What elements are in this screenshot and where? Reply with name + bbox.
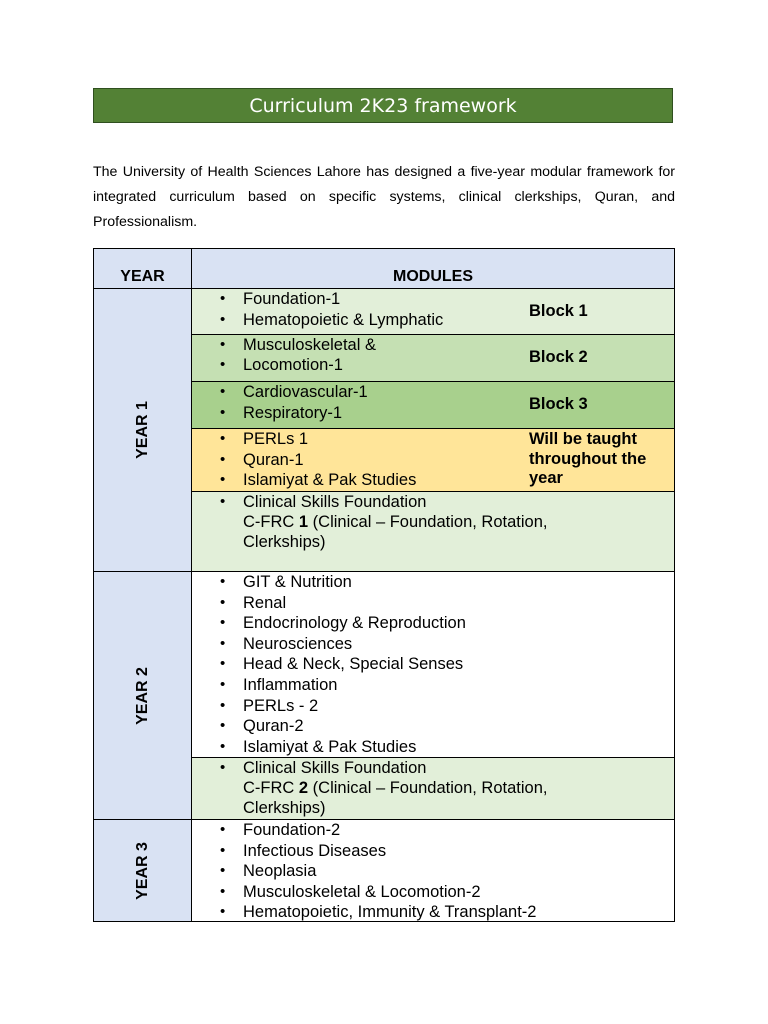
throughout-label-line: Will be taught xyxy=(529,430,638,448)
year-1-block-3-row xyxy=(192,382,674,429)
csf-suffix: (Clinical – Foundation, Rotation, xyxy=(308,513,548,531)
csf-number: 1 xyxy=(298,513,309,531)
intro-paragraph: The University of Health Sciences Lahore has designed a five-year modular framework for integrated curriculum based on specific systems, clinical clerkships, Quran, and Professionalism. xyxy=(93,164,675,230)
year-2-label: YEAR 2 xyxy=(133,666,151,725)
list-item: • Quran-1 xyxy=(220,450,416,471)
list-item: • Foundation-2 xyxy=(220,820,536,841)
list-item-continuation: • Locomotion-1 xyxy=(243,355,643,375)
year-3-modules-row xyxy=(192,820,674,921)
list-item: • Infectious Diseases xyxy=(220,841,536,862)
csf-suffix: (Clinical – Foundation, Rotation, xyxy=(308,779,548,797)
year-column-header: YEAR xyxy=(94,249,192,289)
year-1-clinical-skills-row xyxy=(192,492,674,572)
list-item: • Islamiyat & Pak Studies xyxy=(220,737,466,758)
list-item: • Quran-2 xyxy=(220,716,466,737)
year-2-cell xyxy=(94,572,192,820)
throughout-label-line: throughout the xyxy=(529,449,647,468)
list-item: • GIT & Nutrition xyxy=(220,572,466,593)
year-3-label: YEAR 3 xyxy=(133,841,151,900)
year-3-cell xyxy=(94,820,192,921)
list-item: • Respiratory-1 xyxy=(220,403,368,424)
list-item: • Foundation-1 xyxy=(220,289,443,310)
block-1-label: Block 1 xyxy=(529,302,588,320)
list-item: • Head & Neck, Special Senses xyxy=(220,654,466,675)
csf-line: • Clinical Skills Foundation xyxy=(243,759,427,777)
year-1-label: YEAR 1 xyxy=(133,401,151,459)
page-title: Curriculum 2K23 framework xyxy=(93,88,673,123)
csf-line xyxy=(243,778,643,798)
list-item: • Neurosciences xyxy=(220,634,466,655)
csf-line: Clerkships) xyxy=(243,533,326,551)
list-item: • Musculoskeletal & xyxy=(220,335,376,356)
list-item: • Renal xyxy=(220,593,466,614)
csf-line xyxy=(243,512,643,532)
modules-column-header: MODULES xyxy=(192,249,674,289)
csf-line: • Clinical Skills Foundation xyxy=(243,493,427,511)
year-2-modules-row xyxy=(192,572,674,758)
year-1-block-1-row xyxy=(192,289,674,335)
curriculum-table xyxy=(93,248,675,922)
list-item: • Musculoskeletal & Locomotion-2 xyxy=(220,882,536,903)
year-2-clinical-skills-row xyxy=(192,758,674,820)
list-item: • Hematopoietic, Immunity & Transplant-2 xyxy=(220,902,536,923)
list-item: • Islamiyat & Pak Studies xyxy=(220,470,416,491)
list-item: • Neoplasia xyxy=(220,861,536,882)
csf-line: Clerkships) xyxy=(243,799,326,817)
year-1-cell xyxy=(94,289,192,572)
list-item: • Hematopoietic & Lymphatic xyxy=(220,310,443,331)
list-item: • Endocrinology & Reproduction xyxy=(220,613,466,634)
list-item: • PERLs 1 xyxy=(220,429,416,450)
csf-prefix: C-FRC xyxy=(243,513,299,531)
throughout-label xyxy=(529,430,646,489)
list-item: • Cardiovascular-1 xyxy=(220,382,368,403)
year-1-block-2-row xyxy=(192,335,674,382)
clinical-skills-text xyxy=(243,758,643,818)
csf-prefix: C-FRC xyxy=(243,779,299,797)
csf-number: 2 xyxy=(298,779,309,797)
year-1-throughout-row xyxy=(192,429,674,492)
block-2-label: Block 2 xyxy=(529,348,588,366)
throughout-label-line: year xyxy=(529,469,563,487)
block-3-label: Block 3 xyxy=(529,395,588,413)
list-item: • PERLs - 2 xyxy=(220,696,466,717)
list-item: • Inflammation xyxy=(220,675,466,696)
clinical-skills-text xyxy=(243,492,643,552)
